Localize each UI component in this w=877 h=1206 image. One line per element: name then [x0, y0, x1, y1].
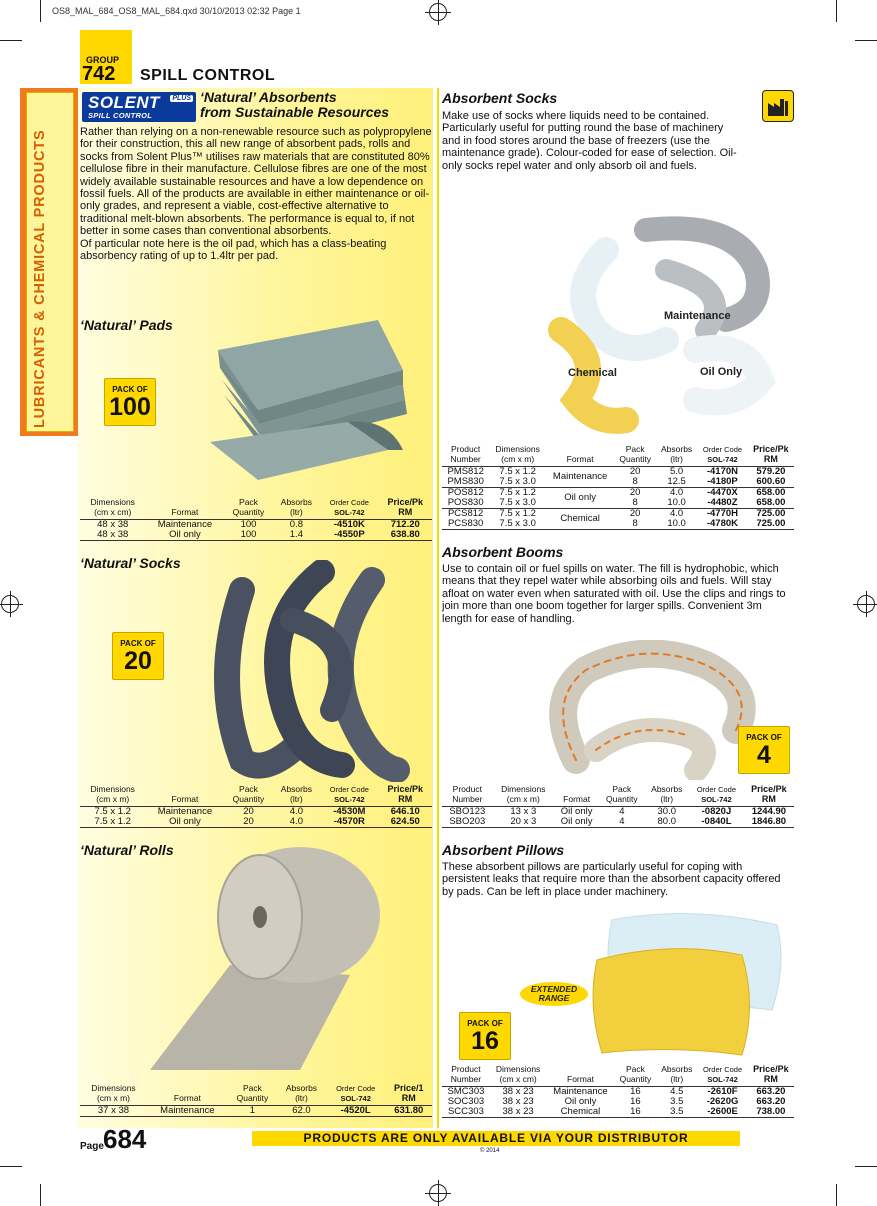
- table-row: SMC303 38 x 23 Maintenance 16 4.5 -2610F 663.20: [442, 1087, 794, 1098]
- table-row: 7.5 x 1.2 Maintenance 20 4.0 -4530M 646.10: [80, 807, 432, 818]
- abs-socks-image: [546, 210, 786, 440]
- booms-text: Use to contain oil or fuel spills on water. The fill is hydrophobic, which means that they repel water while absorbing oils and fuels. Will stay afloat on water even when saturated with oil. Use the clips and rings to join more than one boom together for larger spills. Convenient 3m length for ease of handling.: [442, 563, 786, 625]
- file-slug: OS8_MAL_684_OS8_MAL_684.qxd 30/10/2013 02:32 Page 1: [52, 6, 301, 16]
- sidebar-category: LUBRICANTS & CHEMICAL PRODUCTS: [32, 129, 48, 428]
- rolls-table: Dimensions (cm x m) Format Pack Quantity Absorbs (ltr) Order Code SOL-742 Price/1 RM 37 x 38 Maintenance 1 62.0 -4520L 631.80: [80, 1084, 432, 1117]
- intro-title: ‘Natural’ Absorbents from Sustainable Resources: [200, 89, 390, 120]
- rolls-title: ‘Natural’ Rolls: [80, 842, 174, 858]
- registration-mark: [429, 1184, 447, 1202]
- table-row: 48 x 38 Oil only 100 1.4 -4550P 638.80: [97, 529, 420, 540]
- crop-mark: [836, 1184, 837, 1206]
- natural-socks-image: [202, 560, 412, 782]
- booms-title: Absorbent Booms: [442, 544, 564, 560]
- crop-mark: [855, 40, 877, 41]
- copyright: © 2014: [480, 1148, 500, 1154]
- section-title: SPILL CONTROL: [140, 67, 276, 84]
- crop-mark: [40, 1184, 41, 1206]
- maintenance-label: Maintenance: [664, 310, 731, 322]
- table-row: SBO203 20 x 3 Oil only 4 80.0 -0840L 1846.80: [449, 816, 787, 827]
- page-number: 684: [103, 1124, 147, 1154]
- table-row: PCS812 7.5 x 1.2 Chemical 20 4.0 -4770H 725.00: [442, 509, 794, 520]
- logo-plus: PLUS: [172, 95, 191, 102]
- registration-mark: [857, 595, 875, 613]
- abs-socks-title: Absorbent Socks: [442, 90, 558, 106]
- natural-socks-title: ‘Natural’ Socks: [80, 555, 181, 571]
- pads-title: ‘Natural’ Pads: [80, 317, 173, 333]
- crop-mark: [855, 1166, 877, 1167]
- natural-socks-pack-badge: PACK OF 20: [112, 632, 164, 680]
- oil-only-label: Oil Only: [700, 366, 743, 378]
- page-label: Page: [80, 1141, 104, 1152]
- table-row: SBO123 13 x 3 Oil only 4 30.0 -0820J 1244.90: [442, 807, 794, 818]
- pillows-image: [592, 905, 792, 1065]
- pillows-title: Absorbent Pillows: [442, 842, 565, 858]
- column-divider: [437, 88, 439, 1128]
- intro-text: Rather than relying on a non-renewable resource such as polypropylene for their construction, this all new range of absorbent pads, rolls and socks from Solent Plus™ utilises raw materials that are constituted 80% cellulose fibre in their manufacture. Cellulose fibres are one of the most widely available sustainable resources and have a low dependence on fossil fuels. All of the products are available in either maintenance or oil-only grades, and represent a viable, cost-effective alternative to traditional melt-blown absorbents. The performance is equal to, if not better in some cases than conventional absorbents. Of particular note here is the oil pad, which has a class-beating absorbency rating of up to 1.4ltr per pad.: [80, 126, 432, 263]
- group-number: 742: [82, 63, 116, 85]
- logo-text: SOLENT: [88, 93, 160, 112]
- crop-mark: [0, 40, 22, 41]
- abs-socks-text: Make use of socks where liquids need to be contained. Particularly useful for putting round the base of machinery and in food stores around the base of freezers (use the maintenance grade). Colour-coded for ease of selection. Oil-only socks repel water and only absorb oil and fuels.: [442, 110, 737, 172]
- registration-mark: [1, 595, 19, 613]
- table-row: SOC303 38 x 23 Oil only 16 3.5 -2620G 663.20: [447, 1096, 786, 1107]
- logo-subtext: SPILL CONTROL: [88, 111, 153, 120]
- pillows-text: These absorbent pillows are particularly useful for coping with persistent leaks that require more than the absorbent capacity offered by pads. Can be left in place under machinery.: [442, 861, 781, 898]
- table-row: PMS830 7.5 x 3.0 8 12.5 -4180P 600.60: [447, 476, 786, 487]
- crop-mark: [836, 0, 837, 22]
- rolls-image: [150, 845, 390, 1075]
- booms-table: Product Number Dimensions (cm x m) Format Pack Quantity Absorbs (ltr) Order Code SOL-742 Price/Pk RM SBO123 13 x 3 Oil only 4 30.0 -0820J 1244.90 SBO203 20 x 3 Oil only 4 80.0 -0840L 1846.80: [442, 785, 794, 828]
- distributor-notice: PRODUCTS ARE ONLY AVAILABLE VIA YOUR DISTRIBUTOR: [252, 1131, 740, 1146]
- pads-pack-badge: PACK OF 100: [104, 378, 156, 426]
- table-row: PMS812 7.5 x 1.2 Maintenance 20 5.0 -4170N 579.20: [442, 467, 794, 478]
- solent-logo: [82, 92, 196, 122]
- pads-table: Dimensions (cm x cm) Format Pack Quantity Absorbs (ltr) Order Code SOL-742 Price/Pk RM 48 x 38 Maintenance 100 0.8 -4510K 712.20 48 x 38 Oil only 100 1.4 -4550P 638.80: [80, 498, 432, 541]
- group-label: GROUP: [86, 55, 120, 65]
- factory-icon: [762, 90, 794, 122]
- registration-mark: [429, 3, 447, 21]
- chemical-label: Chemical: [568, 367, 617, 379]
- natural-socks-table: Dimensions (cm x m) Format Pack Quantity Absorbs (ltr) Order Code SOL-742 Price/Pk RM 7.5 x 1.2 Maintenance 20 4.0 -4530M 646.10 7.5 x 1.2 Oil only 20 4.0 -4570R 624.50: [80, 785, 432, 828]
- booms-pack-badge: PACK OF 4: [738, 726, 790, 774]
- pillows-table: Product Number Dimensions (cm x cm) Format Pack Quantity Absorbs (ltr) Order Code SOL-742 Price/Pk RM SMC303 38 x 23 Maintenance 16 4.5 -2610F 663.20 SOC303 38 x 23 Oil only 16 3.5 -2620G 663.20 SCC303 38 x 23 Chemical 16 3.5 -2600E 738.00: [442, 1065, 794, 1118]
- table-row: 7.5 x 1.2 Oil only 20 4.0 -4570R 624.50: [94, 816, 420, 827]
- table-row: PCS830 7.5 x 3.0 8 10.0 -4780K 725.00: [447, 518, 786, 529]
- crop-mark: [0, 1166, 22, 1167]
- table-row: 48 x 38 Maintenance 100 0.8 -4510K 712.20: [80, 520, 432, 531]
- table-row: POS830 7.5 x 3.0 8 10.0 -4480Z 658.00: [447, 497, 786, 508]
- table-row: SCC303 38 x 23 Chemical 16 3.5 -2600E 738.00: [447, 1106, 786, 1117]
- extended-range-badge: EXTENDED RANGE: [520, 982, 588, 1006]
- table-row: 37 x 38 Maintenance 1 62.0 -4520L 631.80: [80, 1106, 432, 1117]
- pillows-pack-badge: PACK OF 16: [459, 1012, 511, 1060]
- table-row: POS812 7.5 x 1.2 Oil only 20 4.0 -4470X 658.00: [442, 488, 794, 499]
- pads-image: [198, 310, 426, 485]
- crop-mark: [40, 0, 41, 22]
- abs-socks-table: Product Number Dimensions (cm x m) Format Pack Quantity Absorbs (ltr) Order Code SOL-742 Price/Pk RM PMS812 7.5 x 1.2 Maintenance 20 5.0 -4170N 579.20 PMS830 7.5 x 3.0 8 12.5 -4180P 600.60 POS812 7.5 x 1.2 Oil only 20 4.0 -4470X 658.00 POS830 7.5 x 3.0 8 10.0 -4480Z 658.00 PCS812 7.5 x 1.2 Chemical 20 4.0 -4770H 725.00 PCS830 7.5 x 3.0 8 10.0 -4780K 725.00: [442, 445, 794, 530]
